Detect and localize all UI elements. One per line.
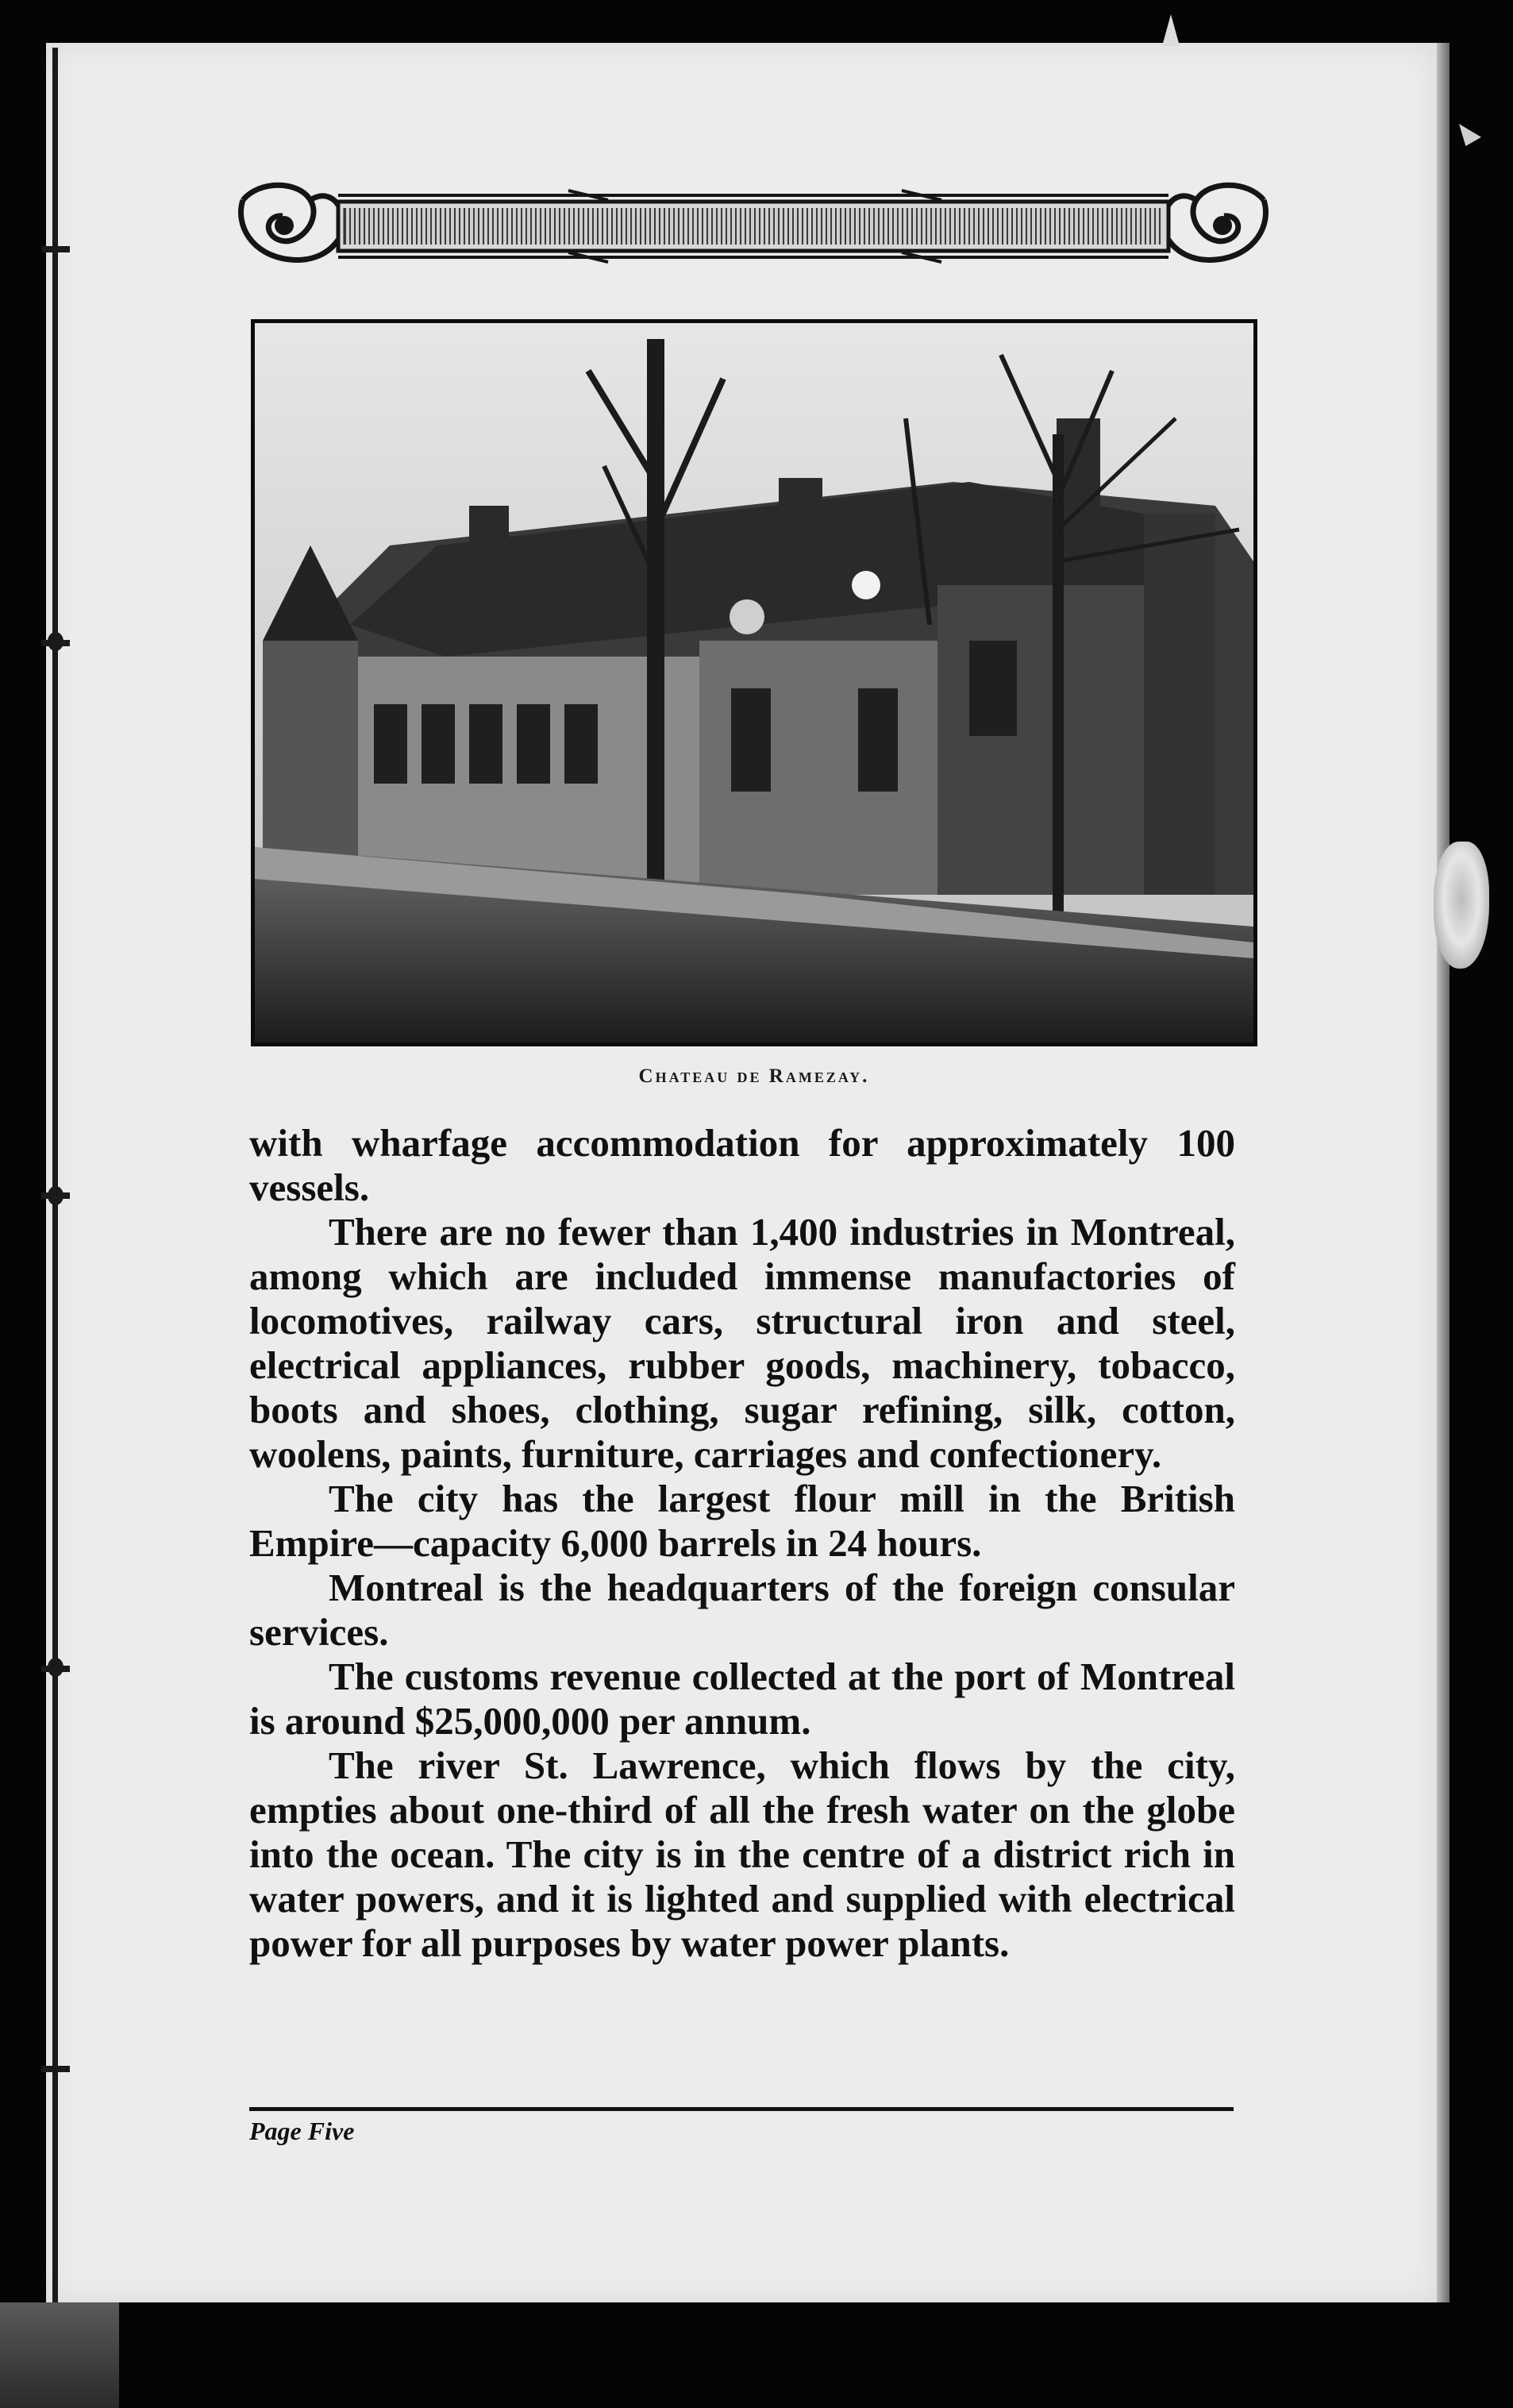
binding-stitch (41, 246, 70, 252)
binding-stitch-knot (48, 1658, 64, 1677)
chateau-photograph (251, 319, 1257, 1046)
paper-nick-right (1459, 124, 1481, 146)
paper-blotch (1434, 842, 1489, 969)
scan-bottom-strip (0, 2302, 119, 2408)
paragraph: The city has the largest flour mill in the British Empire—capacity 6,000 barrels in 24 hours. (249, 1477, 1235, 1565)
binding-line (52, 48, 58, 2302)
binding-stitch (41, 2066, 70, 2072)
body-text (249, 1121, 1235, 1966)
photo-caption: Chateau de Ramezay. (638, 1065, 870, 1087)
binding-stitch-knot (48, 632, 64, 651)
paragraph: The customs revenue collected at the port of Montreal is around $25,000,000 per annum. (249, 1655, 1235, 1743)
paragraph: There are no fewer than 1,400 industries in Montreal, among which are included immense manufactories of locomotives, railway cars, structural iron and steel, electrical appliances, rubber goods, machinery, tobacco, boots and shoes, clothing, sugar refining, silk, cotton, woolens, paints, furniture, carriages and confectionery. (249, 1210, 1235, 1476)
page-edge-shadow (1437, 43, 1449, 2302)
binding-stitch-knot (48, 1186, 64, 1205)
header-ornament (235, 176, 1272, 272)
paragraph: Montreal is the headquarters of the foreign consular services. (249, 1566, 1235, 1654)
paragraph: The river St. Lawrence, which flows by the city, empties about one-third of all the fresh water on the globe into the ocean. The city is in the centre of a district rich in water powers, and it is lighted and supplied with electrical power for all purposes by water power plants. (249, 1743, 1235, 1965)
paragraph: with wharfage accommodation for approximately 100 vessels. (249, 1121, 1235, 1209)
paper-nick-top (1162, 14, 1180, 46)
page-number-label: Page Five (249, 2117, 355, 2145)
footer-rule (249, 2107, 1234, 2111)
